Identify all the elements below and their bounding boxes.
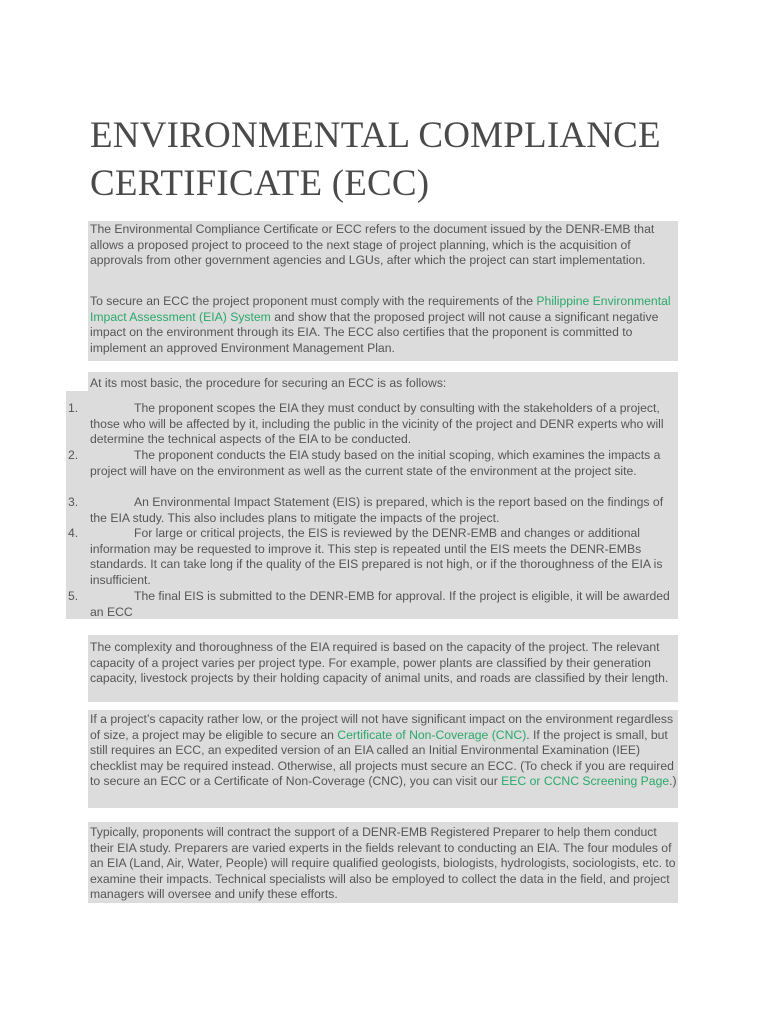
preparers-paragraph: Typically, proponents will contract the support of a DENR-EMB Registered Preparer to help them conduct their EIA study. Preparers are varied experts in the fields relevant to conducting an EIA. The four modules of an EIA (Land, Air, Water, People) will require qualified geologists, biologists, hydrologists, sociologists, etc. to examine their impacts. Technical specialists will also be employed to collect the data in the field, and project managers will oversee and unify these efforts. — [90, 825, 676, 902]
step-number: 4. — [68, 526, 79, 540]
step-number: 5. — [68, 589, 79, 603]
capacity-paragraph: The complexity and thoroughness of the EIA required is based on the capacity of the project. The relevant capacity of a project varies per project type. For example, power plants are classified by their generation capacity, livestock projects by their holding capacity of animal units, and roads are classified by their length. — [90, 640, 669, 686]
step-number: 1. — [68, 401, 79, 415]
paragraph-text: If a project’s capacity rather low, or the project will not have significant impact on the environment regardless of size, a project may be eligible to secure an — [90, 712, 674, 742]
cnc-paragraph — [90, 712, 678, 790]
paragraph-text: To secure an ECC the project proponent must comply with the requirements of the — [90, 294, 537, 308]
step-text: The proponent scopes the EIA they must conduct by consulting with the stakeholders of a project, those who will be affected by it, including the public in the vicinity of the project and DENR experts who will determine the technical aspects of the EIA to be conducted. — [90, 401, 664, 447]
step-text: The final EIS is submitted to the DENR-EMB for approval. If the project is eligible, it will be awarded an ECC — [90, 589, 670, 619]
procedure-intro: At its most basic, the procedure for securing an ECC is as follows: — [90, 376, 447, 390]
step-text: An Environmental Impact Statement (EIS) is prepared, which is the report based on the findings of the EIA study. This also includes plans to mitigate the impacts of the project. — [90, 495, 664, 525]
cnc-link[interactable]: Certificate of Non-Coverage (CNC) — [337, 727, 527, 742]
eia-system-link[interactable]: Philippine Environmental Impact Assessment (EIA) System — [90, 294, 671, 324]
paragraph-text: .) — [669, 774, 677, 789]
paragraph-text: . If the project is small, but still requires an ECC, an expedited version of an EIA called an Initial Environmental Examination (IEE) checklist may be required instead. Otherwise, all projects must secure an ECC. (To check if you are required to secure an ECC or a Certificate of Non-Coverage (CNC), you can visit our — [90, 727, 674, 789]
intro-paragraph: The Environmental Compliance Certificate or ECC refers to the document issued by the DENR-EMB that allows a proposed project to proceed to the next stage of project planning, which is the acquisition of approvals from other government agencies and LGUs, after which the project can start implementation. — [90, 222, 655, 268]
paragraph-text: and show that the proposed project will not cause a significant negative impact on the environment through its EIA. The ECC also certifies that the proponent is committed to implement an approved Environment Management Plan. — [90, 309, 659, 355]
step-text: The proponent conducts the EIA study based on the initial scoping, which examines the impacts a project will have on the environment as well as the current state of the environment at the project site. — [90, 448, 661, 478]
page-title: ENVIRONMENTAL COMPLIANCE CERTIFICATE (ECC) — [90, 115, 661, 204]
step-number: 3. — [68, 495, 79, 509]
step-number: 2. — [68, 448, 79, 462]
requirements-paragraph — [90, 294, 678, 356]
step-text: For large or critical projects, the EIS is reviewed by the DENR-EMB and changes or additional information may be requested to improve it. This step is repeated until the EIS meets the DENR-EMBs standards. It can take long if the quality of the EIS prepared is not high, or if the thoroughness of the EIA is insufficient. — [90, 526, 663, 587]
screening-page-link[interactable]: EEC or CCNC Screening Page — [501, 774, 670, 789]
